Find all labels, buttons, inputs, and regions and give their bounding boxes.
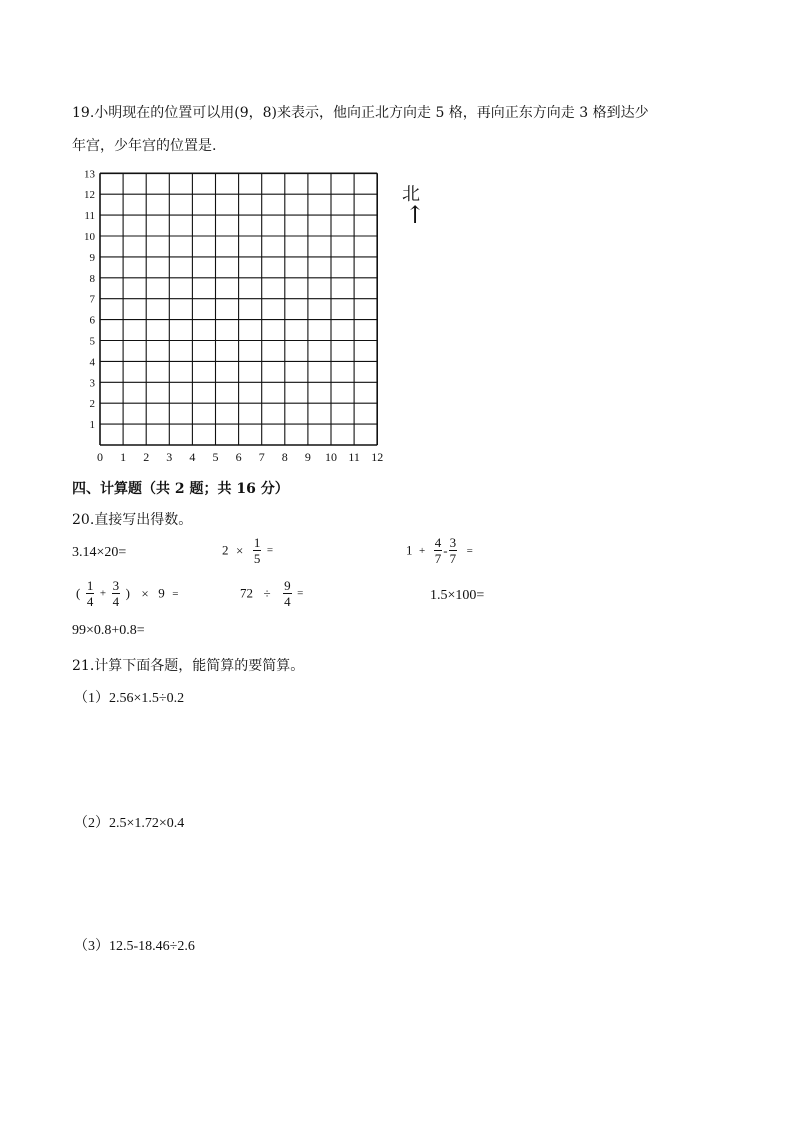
minus-sign: - — [443, 542, 448, 558]
y-axis-tick-label: 8 — [89, 272, 95, 285]
x-axis-tick-label: 1 — [120, 450, 127, 464]
equals-sign: = — [297, 587, 304, 600]
operand: 9 — [158, 585, 165, 601]
y-axis-tick-label: 10 — [84, 231, 95, 243]
y-axis-tick-label: 11 — [84, 210, 95, 223]
y-axis-tick-label: 12 — [84, 189, 95, 202]
expression-1-5-times-100: 1.5×100= — [430, 588, 485, 603]
expression-3-14-times-20: 3.14×20= — [72, 545, 127, 560]
y-axis-tick-label: 4 — [89, 356, 95, 369]
numerator: 1 — [253, 535, 261, 550]
numerator: 3 — [112, 578, 120, 593]
y-axis-tick-label: 2 — [89, 398, 95, 411]
numerator: 4 — [434, 535, 442, 550]
question-21-title: 21.计算下面各题，能简算的要简算。 — [72, 658, 305, 674]
denominator: 7 — [449, 551, 457, 566]
x-axis-tick-label: 12 — [371, 450, 384, 464]
y-axis-tick-label: 3 — [89, 377, 95, 390]
denominator: 4 — [86, 594, 94, 609]
question-19-line-2: 年宫，少年宫的位置是. — [72, 138, 217, 154]
y-axis-tick-label: 7 — [89, 293, 95, 306]
fraction — [283, 578, 292, 609]
north-arrow-icon: ↑ — [405, 201, 426, 229]
right-paren: ) — [125, 585, 130, 601]
times-sign: × — [236, 542, 244, 558]
expression-1-plus-fractions — [406, 535, 473, 566]
denominator: 5 — [253, 551, 261, 566]
x-axis-tick-label: 7 — [258, 450, 265, 464]
x-axis-tick-label: 6 — [235, 450, 242, 464]
x-axis-tick-label: 3 — [166, 450, 173, 464]
fraction-2 — [449, 535, 458, 566]
y-axis-tick-label: 13 — [84, 168, 95, 181]
equals-sign: = — [266, 544, 274, 557]
x-axis-tick-label: 9 — [304, 450, 311, 464]
y-axis-tick-label: 6 — [89, 314, 95, 327]
y-axis-tick-label: 9 — [89, 251, 95, 264]
denominator: 7 — [434, 551, 442, 566]
question-20-title: 20.直接写出得数。 — [72, 512, 193, 528]
section-4-title: 四、计算题（共 2 题；共 16 分） — [72, 481, 289, 497]
times-sign: × — [141, 585, 149, 601]
problem-21-2: （2）2.5×1.72×0.4 — [74, 816, 185, 831]
x-axis-tick-label: 8 — [281, 450, 288, 464]
x-axis-tick-label: 2 — [143, 450, 150, 464]
y-axis-tick-label: 1 — [89, 419, 95, 432]
expression-99-times-0-8: 99×0.8+0.8= — [72, 623, 145, 638]
x-axis-tick-label: 4 — [189, 450, 196, 464]
operand: 2 — [222, 542, 229, 558]
question-19-line-1: 19.小明现在的位置可以用(9，8)来表示，他向正北方向走 5 格，再向正东方向走 3 格到达少 — [72, 105, 649, 121]
expression-72-divide — [240, 578, 303, 609]
x-axis-tick-label: 11 — [348, 450, 360, 464]
equals-sign: = — [466, 544, 473, 557]
left-paren: ( — [76, 585, 81, 601]
fraction-1 — [86, 578, 95, 609]
expression-2-times-fifth — [222, 535, 273, 566]
problem-21-1: （1）2.56×1.5÷0.2 — [74, 691, 185, 706]
operand: 72 — [240, 585, 253, 601]
numerator: 9 — [284, 578, 291, 593]
x-axis-tick-label: 10 — [325, 450, 337, 464]
expression-bracket-times-9 — [76, 578, 178, 609]
equals-sign: = — [172, 587, 179, 600]
numerator: 1 — [86, 578, 94, 593]
fraction-1 — [434, 535, 443, 566]
numerator: 3 — [449, 535, 457, 550]
x-axis-tick-label: 0 — [97, 450, 103, 464]
denominator: 4 — [284, 594, 291, 609]
coordinate-grid — [60, 160, 400, 470]
plus-sign: + — [99, 587, 107, 600]
plus-sign: + — [419, 544, 426, 557]
x-axis-tick-label: 5 — [212, 450, 219, 464]
fraction-2 — [112, 578, 121, 609]
north-label: 北 — [402, 184, 420, 205]
operand: 1 — [406, 542, 413, 558]
denominator: 4 — [112, 594, 120, 609]
divide-sign: ÷ — [263, 585, 271, 601]
problem-21-3: （3）12.5-18.46÷2.6 — [74, 939, 195, 954]
y-axis-tick-label: 5 — [89, 335, 95, 348]
fraction — [253, 535, 262, 566]
